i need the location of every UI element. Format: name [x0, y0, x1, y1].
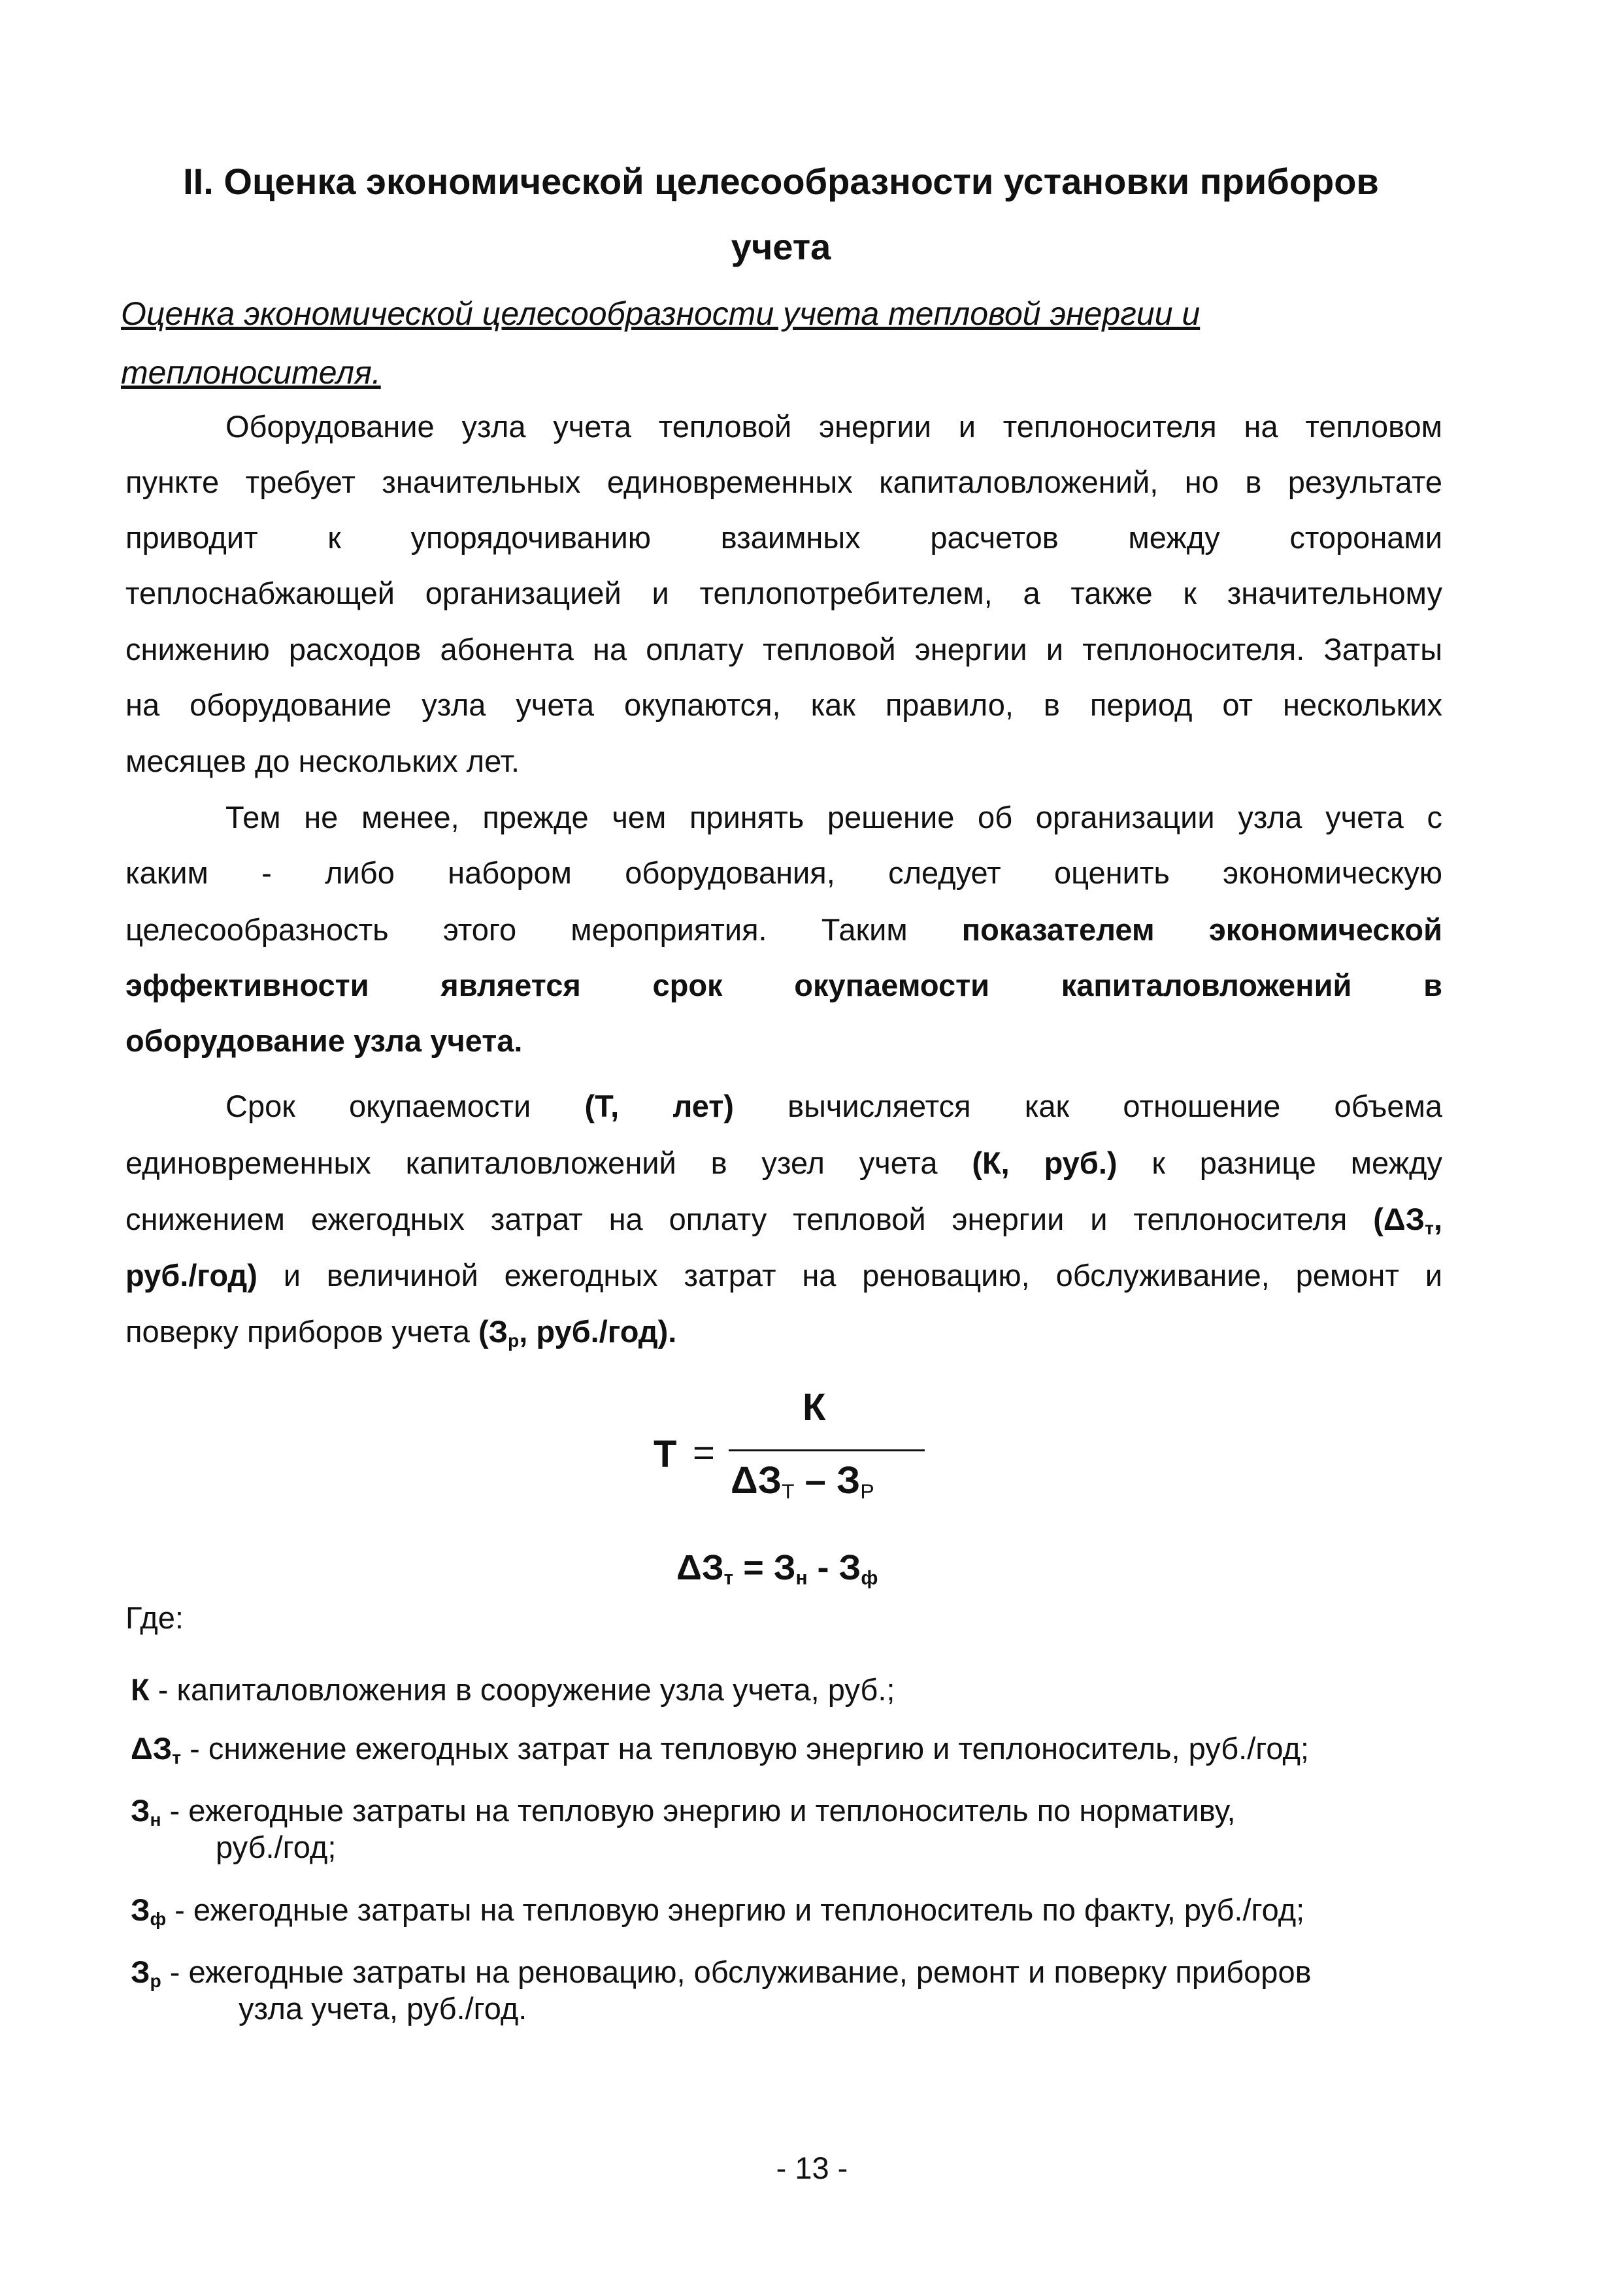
definition-Zf: $З_ф$ - ежегодные затраты на тепловую энергию и теплоноситель по факту, руб./год; — [131, 1892, 1305, 1930]
formula-numerator: К — [803, 1386, 826, 1428]
page-number: - 13 - — [776, 2151, 848, 2185]
para2-line4: эффективности является срок окупаемости капиталовложений в — [125, 968, 1442, 1002]
para2-line1: Тем не менее, прежде чем принять решение об организации узла учета с — [225, 800, 1442, 834]
where-label: Где: — [125, 1600, 184, 1635]
para2-line2: каким - либо набором оборудования, следует оценить экономическую — [125, 855, 1442, 890]
para3-line5: поверку приборов учета ($З_р$, руб./год). — [125, 1314, 677, 1351]
formula-denominator: $\Delta З_Т - З_Р$ — [731, 1459, 874, 1503]
para1-line3: приводит к упорядочиванию взаимных расчетов между сторонами — [125, 520, 1442, 555]
para2-line5: оборудование узла учета. — [125, 1023, 523, 1058]
delta-formula: $\Delta З_т = З_н - З_ф$ — [676, 1548, 878, 1589]
section-heading-line2: учета — [731, 226, 831, 267]
definition-Zn: $З_н$ - ежегодные затраты на тепловую энергию и теплоноситель по нормативу, руб./год; — [131, 1793, 1236, 1864]
para3-line1: Срок окупаемости (Т, лет) вычисляется как отношение объема — [225, 1089, 1443, 1123]
subheading-line2: теплоносителя. — [121, 354, 381, 391]
para2-line3: целесообразность этого мероприятия. Таким показателем экономической — [125, 912, 1443, 947]
para1-line1: Оборудование узла учета тепловой энергии и теплоносителя на тепловом — [225, 409, 1442, 444]
definition-delta-Zt: $\Delta З_т$ - снижение ежегодных затрат на тепловую энергию и теплоноситель, руб./год; — [131, 1731, 1309, 1768]
para1-line4: теплоснабжающей организацией и теплопотребителем, а также к значительному — [125, 576, 1442, 610]
definition-K: К - капиталовложения в сооружение узла учета, руб.; — [131, 1672, 895, 1707]
formula-T: Т — [654, 1433, 677, 1476]
formula-equals: = — [693, 1432, 715, 1474]
para1-line2: пункте требует значительных единовременных капиталовложений, но в результате — [125, 465, 1442, 499]
para1-line6: на оборудование узла учета окупаются, как правило, в период от нескольких — [125, 687, 1442, 722]
para3-line2: единовременных капиталовложений в узел учета (К, руб.) к разнице между — [125, 1146, 1442, 1180]
para1-line5: снижению расходов абонента на оплату тепловой энергии и теплоносителя. Затраты — [125, 632, 1442, 667]
section-heading-line1: II. Оценка экономической целесообразности установки приборов — [183, 161, 1379, 202]
definition-Zr: $З_р$ - ежегодные затраты на реновацию, обслуживание, ремонт и поверку приборов узла учета, руб./год. — [131, 1955, 1312, 2026]
fraction-bar — [729, 1449, 925, 1451]
para3-line3: снижением ежегодных затрат на оплату тепловой энергии и теплоносителя ($\Delta З_т$, — [125, 1202, 1442, 1239]
para3-line4: руб./год) и величиной ежегодных затрат на реновацию, обслуживание, ремонт и — [125, 1258, 1442, 1293]
subheading-line1: Оценка экономической целесообразности учета тепловой энергии и — [121, 295, 1201, 332]
para1-line7: месяцев до нескольких лет. — [125, 744, 520, 778]
